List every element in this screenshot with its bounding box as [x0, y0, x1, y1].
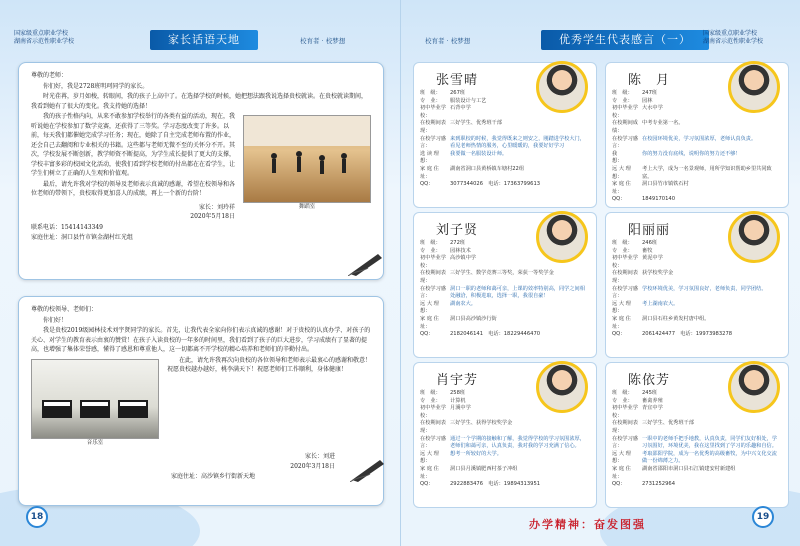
- student-field-row: [612, 166, 782, 181]
- student-fields: [612, 240, 782, 339]
- student-card: [413, 362, 597, 508]
- student-field-row: [612, 436, 782, 451]
- student-field-row: [420, 181, 590, 189]
- student-field-row: [420, 270, 590, 285]
- field-value: 三好学生、获得学校奖学金: [450, 420, 513, 427]
- field-value: 湖南省邵阳市洞口县石江镇建安村新建组: [642, 465, 736, 472]
- field-label: 远 大 理 想：: [612, 300, 631, 315]
- field-value: 洞口县月溪镇肥西村茶子冲组: [450, 465, 518, 472]
- field-label: 家 庭 住 址：: [612, 465, 631, 480]
- student-name: 陈依芳: [628, 373, 671, 388]
- field-label: 班 级：: [612, 390, 633, 396]
- field-value: 我要做一名服装设计师。: [450, 150, 508, 157]
- field-label: 专 业：: [612, 97, 633, 104]
- letter-paragraph: 时光荏苒，岁月如梭，转眼间，我的孩子上高中了。在选择学校的时候，她把想法跟我说选择贵校就读。在贵校就读期间，我看到她有了很大的变化。我支持她的选择！: [31, 93, 368, 110]
- field-value: 服装设计与工艺: [450, 97, 487, 104]
- field-value: 青宜中学: [642, 405, 663, 412]
- field-value: 通过一个学期的接触和了解，我觉得学校的学习氛围浓厚，老师们和蔼可亲，认真负责，我对我的学习充满了信心。: [450, 435, 585, 450]
- field-label: 专 业：: [420, 247, 441, 254]
- student-field-row: [420, 255, 590, 270]
- field-label: 在校期间表现：: [420, 270, 446, 284]
- letter-paragraph: 最后，请允许我对学校的领导及老师表示真诚的感谢，希望在校领导和各位老师的带领下，贵校取得更加喜人的成绩，再上一个新的台阶！: [31, 180, 236, 197]
- field-label: 初中毕业学校：: [612, 105, 638, 119]
- field-label: QQ：: [612, 331, 626, 338]
- field-label: 选 读 理 想：: [420, 150, 439, 165]
- right-page: [400, 0, 800, 546]
- field-label: 专 业：: [420, 397, 441, 404]
- letter-paragraph: 在此，请允许我再次向贵校的各位领导和老师表示最衷心的感谢和敬意！祝愿贵校越办越好，桃李满天下！祝愿老师们工作顺利，身体健康！: [167, 356, 372, 373]
- photo-caption: 舞蹈室: [298, 204, 316, 210]
- field-value: 石背中学: [450, 105, 471, 112]
- student-field-row: [420, 420, 590, 435]
- field-label: 家 庭 住 址：: [420, 315, 439, 330]
- field-label: 初中毕业学校：: [612, 255, 638, 269]
- student-field-row: [612, 196, 782, 204]
- student-card: [605, 62, 789, 208]
- student-field-row: [420, 90, 590, 98]
- student-field-row: [420, 136, 590, 151]
- pianos-image: [32, 360, 158, 438]
- field-label: 家 庭 住 址：: [612, 181, 631, 195]
- field-value: 246班: [642, 240, 658, 246]
- field-label: 在校学习感言：: [420, 435, 446, 450]
- field-label: 初中毕业学校：: [420, 405, 446, 419]
- field-value: 洞口县竹市镇铁石村: [642, 181, 689, 188]
- student-field-row: [612, 405, 782, 420]
- student-name: 陈 月: [628, 73, 671, 88]
- field-value: 中考专业第一名。: [642, 120, 684, 127]
- field-label: 在校期间表现：: [612, 270, 638, 284]
- field-label: 我 想：: [612, 150, 633, 165]
- student-fields: [420, 240, 590, 339]
- student-field-row: [612, 105, 782, 120]
- field-label: 班 级：: [612, 240, 633, 246]
- field-label: 在校期间表现：: [612, 420, 638, 434]
- field-value: 湖南农大。: [450, 300, 476, 307]
- parent-letter-2: [18, 296, 384, 506]
- field-value: 考取邵阳学院，成为一名优秀的高级畜牧，为中兴文化交流做一份绵薄之力。: [642, 450, 777, 465]
- student-field-row: [420, 166, 590, 181]
- field-value: 洞口一职的老师和蔼可亲，上课的效率特别高，同学之间相处融洽，积极进取，选择一职，我很自豪！: [450, 285, 585, 300]
- student-field-row: [420, 466, 590, 481]
- field-value: 想考一所较好的大学。: [450, 450, 502, 457]
- student-field-row: [612, 331, 782, 339]
- field-label: 远 大 理 想：: [420, 450, 439, 465]
- field-label: 在校学习感言：: [420, 135, 446, 150]
- field-value: 洞口县石柱乡黄发村唐中组。: [642, 315, 710, 322]
- student-field-row: [420, 301, 590, 316]
- field-label: 班 级：: [420, 240, 441, 246]
- student-field-row: [612, 255, 782, 270]
- student-field-row: [420, 316, 590, 331]
- student-field-row: [612, 466, 782, 481]
- field-value: 获学校奖学金: [642, 270, 674, 277]
- field-label: 家 庭 住 址：: [420, 165, 439, 180]
- field-value: 247班: [642, 90, 658, 96]
- student-card: [413, 212, 597, 358]
- field-label: 专 业：: [612, 247, 633, 254]
- page-number: 19: [752, 506, 774, 528]
- student-field-row: [420, 105, 590, 120]
- student-field-row: [420, 151, 590, 166]
- field-value: 大水中学: [642, 105, 663, 112]
- field-label: 在校期间表现：: [420, 420, 446, 434]
- student-field-row: [612, 420, 782, 435]
- student-field-row: [420, 331, 590, 339]
- school-label: 国家级重点职业学校 湖南省示范性职业学校: [14, 30, 75, 45]
- field-label: 家 庭 住 址：: [612, 315, 631, 330]
- field-label: 初中毕业学校：: [612, 405, 638, 419]
- field-label: QQ：: [420, 181, 434, 188]
- student-field-row: [420, 405, 590, 420]
- student-field-row: [420, 481, 590, 489]
- student-field-row: [420, 120, 590, 135]
- student-field-row: [420, 390, 590, 398]
- field-value: 一职中的老师手把手地教，认真负责，同学们友好相处，学习氛围好，环境优美，我在这里找到了学习的乐趣和自信。: [642, 435, 777, 450]
- field-value: 畜牧: [642, 247, 653, 254]
- field-value: 来到职校的时候，我觉得既来之则安之，刚踏进学校大门，看见老师热情的服务，心里暖暖的，我要好好学习: [450, 135, 585, 150]
- field-label: QQ：: [612, 481, 626, 488]
- student-fields: [420, 390, 590, 489]
- field-label: 初中毕业学校：: [420, 105, 446, 119]
- student-card: [605, 362, 789, 508]
- student-field-row: [612, 286, 782, 301]
- student-field-row: [420, 240, 590, 248]
- school-label: 国家级重点职业学校 湖南省示范性职业学校: [703, 30, 764, 45]
- field-label: 初中毕业学校：: [420, 255, 446, 269]
- field-value: 高沙镇中学: [450, 255, 476, 262]
- student-fields: [612, 390, 782, 489]
- field-value: 湖南省洞口县黄桥镇车塘村22组: [450, 165, 525, 172]
- field-value: 你的努力没有底线，说明你的努力还不够！: [642, 150, 741, 157]
- field-label: 家 庭 住 址：: [420, 465, 439, 480]
- field-value: 1849170140: [642, 196, 676, 203]
- school-motto: 办学精神：奋发图强: [529, 518, 646, 531]
- field-value: 2922883476 电话：19894313951: [450, 481, 541, 488]
- field-label: 在校学习感言：: [612, 285, 638, 300]
- letter-salutation: 尊敬的老师：: [31, 72, 68, 79]
- letter-paragraph: 我是贵校2019级园林技术刘宇贤同学的家长。首先，让我代表全家向你们表示真诚的感谢！对于贵校的认真办学、对孩子的关心、对学生的教育表示由衷的赞赏！在孩子入读贵校的一年多的时间里，我们看到了孩子的巨大进步，学习成绩有了显著的提高，也增强了集体荣誉感，懂得了感恩和尊重他人，这一切都离不开学校的精心培养和老师们的辛勤付出。: [31, 327, 371, 353]
- field-value: 考上湖南农大。: [642, 300, 679, 307]
- letter-contact: 家庭住址：高沙镇乡行街新天地: [171, 473, 256, 480]
- field-label: 在校学习感言：: [420, 285, 446, 300]
- student-field-row: [612, 151, 782, 166]
- field-value: 258班: [450, 390, 466, 396]
- student-field-row: [612, 451, 782, 466]
- student-field-row: [612, 270, 782, 285]
- field-label: 在校学习感言：: [612, 135, 638, 150]
- letter-contact: 联系电话：15414143349 家庭住址：洞口县竹市镇金湖村红光组: [31, 223, 134, 241]
- student-field-row: [612, 240, 782, 248]
- pen-icon: [348, 250, 384, 276]
- field-value: 三好学生、数学竞赛三等奖，荣获一等奖学金: [450, 270, 554, 277]
- student-field-row: [420, 286, 590, 301]
- student-field-row: [612, 390, 782, 398]
- field-value: 计算机: [450, 397, 466, 404]
- field-label: 班 级：: [420, 390, 441, 396]
- student-field-row: [612, 481, 782, 489]
- photo-caption: 音乐室: [86, 439, 104, 446]
- field-label: 班 级：: [612, 90, 633, 96]
- music-room-photo: [31, 359, 159, 449]
- student-field-row: [612, 301, 782, 316]
- field-value: 考上大学，成为一名景观师，用所学知识帮助乡里共同致富。: [642, 165, 772, 180]
- student-fields: [420, 90, 590, 189]
- student-name: 刘子贤: [436, 223, 479, 238]
- field-label: QQ：: [420, 331, 434, 338]
- letter-greeting: 你们好，我是2728班明珂同学的家长。: [43, 82, 149, 90]
- student-field-row: [612, 316, 782, 331]
- field-value: 园林: [642, 97, 653, 104]
- field-label: QQ：: [612, 196, 626, 203]
- field-value: 245班: [642, 390, 658, 396]
- dancers-image: [244, 116, 370, 202]
- field-value: 月溪中学: [450, 405, 471, 412]
- pen-icon: [350, 456, 386, 482]
- parent-letter-1: [18, 62, 384, 280]
- field-label: 在校学习感言：: [612, 435, 638, 450]
- field-label: 专 业：: [420, 97, 441, 104]
- field-label: 远 大 理 想：: [420, 300, 439, 315]
- student-field-row: [420, 436, 590, 451]
- letter-paragraph: 我的孩子性格内向，从来不敢参加学校举行的各类有益的活动，现在，我听说她在学校参加了数学竞赛，还获得了三等奖。学习态度改变了许多。以前，每天我们都催她完成学习任务；现在，她除了自主完成老师布置的作业，还会自己去翻阅和专业相关的书籍。这些都与老师无微不至的关怀分不开。其次，学校发展不断创新，教学师资不断提高，为学生成长提供了更大的支撑，学校丰富多彩的校园文化活动，使我们看到学校老师的付出都在在看学生，让学生们树立了正确的人生观和价值观。: [31, 113, 236, 177]
- field-label: 专 业：: [612, 397, 633, 404]
- header-tag: 校育者 · 校梦想: [425, 37, 471, 45]
- field-value: 267班: [450, 90, 466, 96]
- field-value: 畜禽养殖: [642, 397, 663, 404]
- dance-room-photo: [243, 115, 371, 213]
- student-field-row: [612, 181, 782, 196]
- page-number: 18: [26, 506, 48, 528]
- field-label: 在校期间表现：: [420, 120, 446, 134]
- letter-salutation: 尊敬的校领导、老师们：: [31, 306, 98, 313]
- field-label: 班 级：: [420, 90, 441, 96]
- field-value: 洞口县高沙镇沙行街: [450, 315, 497, 322]
- field-value: 三好学生、优秀班干部: [642, 420, 694, 427]
- field-value: 3077344026 电话：17363799613: [450, 181, 541, 188]
- student-name: 肖宇芳: [436, 373, 479, 388]
- field-label: 远 大 理 想：: [612, 450, 631, 465]
- field-value: 在校园环境优美，学习氛围浓厚，老师认真负责。: [642, 135, 757, 142]
- section-title: 优秀学生代表感言（一）: [541, 30, 709, 50]
- field-label: 在校期间成绩：: [612, 120, 638, 134]
- field-value: 学校环境优美，学习氛围良好，老师负责，同学团结。: [642, 285, 767, 292]
- letter-signature: 家长：刘玲祥 2020年5月18日: [190, 203, 235, 220]
- student-field-row: [612, 136, 782, 151]
- student-field-row: [420, 451, 590, 466]
- field-value: 黄泥中学: [642, 255, 663, 262]
- student-card: [605, 212, 789, 358]
- student-fields: [612, 90, 782, 204]
- header-tag: 校育者 · 校梦想: [300, 37, 346, 45]
- letter-greeting: 你们好！: [43, 316, 68, 324]
- field-value: 2731252964: [642, 481, 676, 488]
- field-label: 远 大 理 想：: [612, 165, 631, 180]
- field-value: 2182046141 电话：18229446470: [450, 331, 541, 338]
- letter-signature: 家长：刘进 2020年3月18日: [290, 453, 335, 470]
- field-value: 园林技术: [450, 247, 471, 254]
- section-title: 家长话语天地: [150, 30, 258, 50]
- field-value: 272班: [450, 240, 466, 246]
- field-label: QQ：: [420, 481, 434, 488]
- field-value: 2061424477 电话：19973983278: [642, 331, 733, 338]
- student-name: 阳丽丽: [628, 223, 671, 238]
- field-value: 三好学生、优秀班干部: [450, 120, 502, 127]
- student-name: 张雪晴: [436, 73, 479, 88]
- student-field-row: [612, 90, 782, 98]
- student-field-row: [612, 120, 782, 135]
- student-card: [413, 62, 597, 208]
